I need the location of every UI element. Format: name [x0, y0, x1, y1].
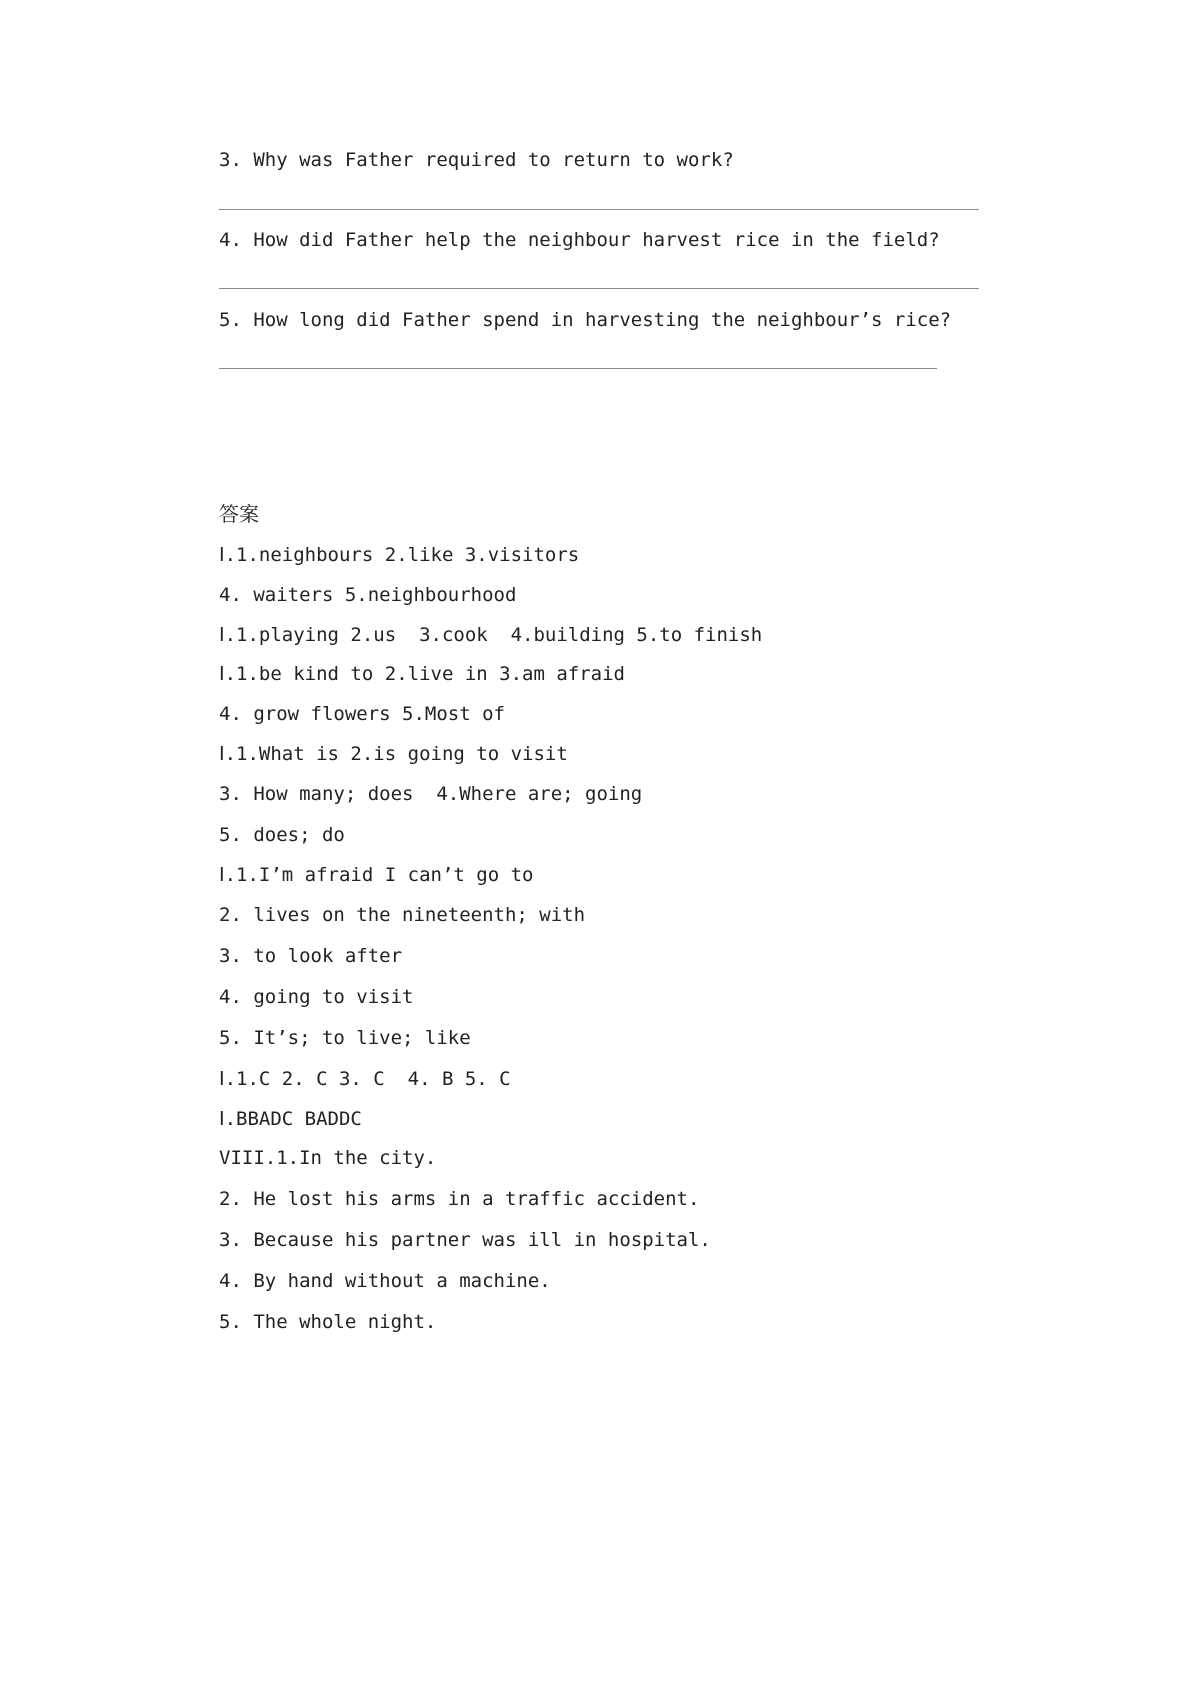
answer-line: 2. He lost his arms in a traffic accident. — [219, 1188, 700, 1210]
answer-line: Ⅰ.1.neighbours 2.like 3.visitors — [219, 544, 580, 566]
answer-line: 4. going to visit — [219, 986, 414, 1008]
answer-line: Ⅰ.1.C 2. C 3. C 4. B 5. C — [219, 1068, 511, 1090]
question-4: 4. How did Father help the neighbour harvest rice in the field? — [219, 229, 940, 251]
answer-line-3 — [219, 209, 979, 210]
answer-line: Ⅰ.1.playing 2.us 3.cook 4.building 5.to finish — [219, 624, 763, 646]
answer-line: VIII.1.In the city. — [219, 1147, 437, 1169]
answer-line: 2. lives on the nineteenth; with — [219, 904, 586, 926]
question-3: 3. Why was Father required to return to work? — [219, 149, 734, 171]
answer-line-4 — [219, 288, 979, 289]
answer-line: Ⅰ.BBADC BADDC — [219, 1108, 362, 1130]
answer-line: 5. does; do — [219, 824, 345, 846]
answer-line: 4. By hand without a machine. — [219, 1270, 551, 1292]
answer-line: Ⅰ.1.be kind to 2.live in 3.am afraid — [219, 663, 625, 685]
answer-line: 3. Because his partner was ill in hospital. — [219, 1229, 711, 1251]
answer-line: Ⅰ.1.I’m afraid I can’t go to — [219, 864, 534, 886]
answer-line: 5. The whole night. — [219, 1311, 437, 1333]
answer-line: 3. to look after — [219, 945, 403, 967]
answers-heading: 答案 — [219, 502, 259, 526]
answer-line: 3. How many; does 4.Where are; going — [219, 783, 643, 805]
answer-line: Ⅰ.1.What is 2.is going to visit — [219, 743, 568, 765]
answer-line-5 — [219, 368, 937, 369]
answer-line: 4. waiters 5.neighbourhood — [219, 584, 517, 606]
answer-line: 4. grow flowers 5.Most of — [219, 703, 505, 725]
question-5: 5. How long did Father spend in harvesting the neighbour’s rice? — [219, 309, 952, 331]
answer-line: 5. It’s; to live; like — [219, 1027, 471, 1049]
